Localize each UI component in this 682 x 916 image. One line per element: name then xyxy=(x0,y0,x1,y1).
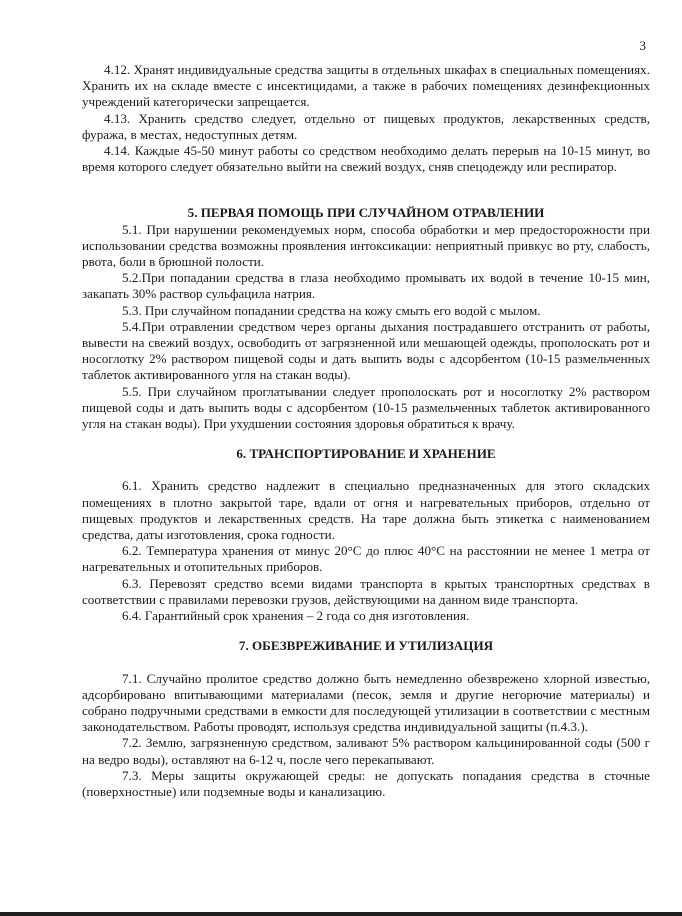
section-title-transport-storage: 6. ТРАНСПОРТИРОВАНИЕ И ХРАНЕНИЕ xyxy=(236,446,496,462)
paragraph-6-1: 6.1. Хранить средство надлежит в специально предназначенных для этого складских помещениях в плотно закрытой таре, вдали от огня и нагревательных приборов, отдельно от пищевых продуктов и лекарственных средств. На таре должна быть этикетка с наименованием средства, даты изготовления, срока годности. xyxy=(82,478,650,543)
section-title-disposal: 7. ОБЕЗВРЕЖИВАНИЕ И УТИЛИЗАЦИЯ xyxy=(238,638,494,654)
page-number: 3 xyxy=(639,38,646,53)
paragraph-6-4: 6.4. Гарантийный срок хранения – 2 года со дня изготовления. xyxy=(122,608,470,624)
paragraph-7-1: 7.1. Случайно пролитое средство должно быть немедленно обезврежено хлорной известью, адсорбировано впитывающими материалами (песок, земля и другие негорючие материалы) и собрано подручными средствами в емкости для последующей утилизации в соответствии с местным законодательством. Работы проводят, используя средства индивидуальной защиты (п.4.3.). xyxy=(82,670,650,735)
document-body xyxy=(82,62,650,800)
page-bottom-border xyxy=(0,912,682,916)
paragraph-5-5: 5.5. При случайном проглатывании следует прополоскать рот и носоглотку 2% раствором пищевой соды и дать выпить воды с адсорбентом (10-15 размельченных таблеток активированного угля на стакан воды). При ухудшении состояния здоровья обратиться к врачу. xyxy=(82,383,650,432)
paragraph-6-2: 6.2. Температура хранения от минус 20°С до плюс 40°С на расстоянии не менее 1 метра от нагревательных и отопительных приборов. xyxy=(82,543,650,575)
paragraph-4-14: 4.14. Каждые 45-50 минут работы со средством необходимо делать перерыв на 10-15 минут, во время которого следует обязательно выйти на свежий воздух, сняв спецодежду или респиратор. xyxy=(82,143,650,175)
paragraph-4-12: 4.12. Хранят индивидуальные средства защиты в отдельных шкафах в специальных помещениях. Хранить их на складе вместе с инсектицидами, а также в рабочих помещениях дезинфекционных учреждений категорически запрещается. xyxy=(82,62,650,110)
spacer xyxy=(82,655,650,671)
spacer xyxy=(82,462,650,478)
paragraph-4-13: 4.13. Хранить средство следует, отдельно от пищевых продуктов, лекарственных средств, фуража, в местах, недоступных детям. xyxy=(82,110,650,142)
paragraph-6-3: 6.3. Перевозят средство всеми видами транспорта в крытых транспортных средствах в соответствии с правилами перевозки грузов, действующими на данном виде транспорта. xyxy=(82,575,650,607)
spacer xyxy=(82,175,650,205)
spacer xyxy=(82,432,650,446)
paragraph-7-2: 7.2. Землю, загрязненную средством, заливают 5% раствором кальцинированной соды (500 г на ведро воды), оставляют на 6-12 ч, после чего перекапывают. xyxy=(82,735,650,767)
paragraph-5-3: 5.3. При случайном попадании средства на кожу смыть его водой с мылом. xyxy=(122,302,541,318)
paragraph-7-3: 7.3. Меры защиты окружающей среды: не допускать попадания средства в сточные (поверхностные) или подземные воды и канализацию. xyxy=(82,767,650,799)
paragraph-5-1: 5.1. При нарушении рекомендуемых норм, способа обработки и мер предосторожности при использовании средства возможны проявления интоксикации: неприятный привкус во рту, слабость, рвота, боли в брюшной полости. xyxy=(82,221,650,270)
spacer xyxy=(82,624,650,638)
paragraph-5-4: 5.4.При отравлении средством через органы дыхания пострадавшего отстранить от работы, вывести на свежий воздух, освободить от загрязненной или мешающей одежды, прополоскать рот и носоглотку 2% раствором пищевой соды и дать выпить воды с адсорбентом (10-15 размельченных таблеток активированного угля на стакан воды). xyxy=(82,318,650,383)
section-title-first-aid: 5. ПЕРВАЯ ПОМОЩЬ ПРИ СЛУЧАЙНОМ ОТРАВЛЕНИИ xyxy=(187,205,545,221)
paragraph-5-2: 5.2.При попадании средства в глаза необходимо промывать их водой в течение 10-15 мин, закапать 30% раствор сульфацила натрия. xyxy=(82,270,650,302)
